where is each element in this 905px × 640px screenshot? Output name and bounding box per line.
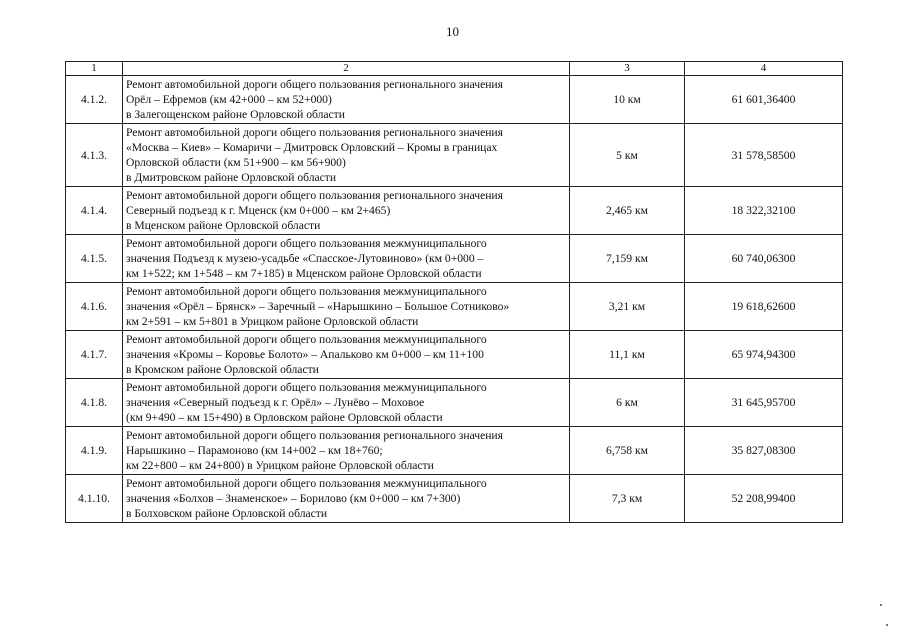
item-number: 4.1.4. (66, 187, 123, 235)
item-number: 4.1.2. (66, 76, 123, 124)
column-header-1: 1 (66, 62, 123, 76)
item-length: 3,21 км (570, 283, 685, 331)
item-description (123, 427, 570, 475)
table-header-row (66, 62, 843, 76)
item-length: 5 км (570, 124, 685, 187)
table-row (66, 475, 843, 523)
item-cost: 52 208,99400 (685, 475, 843, 523)
description-line: Орёл – Ефремов (км 42+000 – км 52+000) (126, 93, 332, 106)
table-row (66, 235, 843, 283)
item-cost: 19 618,62600 (685, 283, 843, 331)
description-line: Ремонт автомобильной дороги общего пользования межмуниципального (126, 285, 487, 298)
description-line: км 22+800 – км 24+800) в Урицком районе Орловской области (126, 459, 434, 472)
scan-speck (886, 624, 888, 626)
description-line: Северный подъезд к г. Мценск (км 0+000 – км 2+465) (126, 204, 391, 217)
table-row (66, 427, 843, 475)
item-length: 6 км (570, 379, 685, 427)
item-description (123, 331, 570, 379)
description-line: Ремонт автомобильной дороги общего пользования регионального значения (126, 429, 503, 442)
description-line: Ремонт автомобильной дороги общего пользования регионального значения (126, 126, 503, 139)
column-header-4: 4 (685, 62, 843, 76)
table-row (66, 283, 843, 331)
item-cost: 18 322,32100 (685, 187, 843, 235)
description-line: км 2+591 – км 5+801 в Урицком районе Орловской области (126, 315, 419, 328)
description-line: Ремонт автомобильной дороги общего пользования межмуниципального (126, 477, 487, 490)
description-line: в Дмитровском районе Орловской области (126, 171, 337, 184)
item-length: 2,465 км (570, 187, 685, 235)
column-header-2: 2 (123, 62, 570, 76)
page-number: 10 (446, 24, 459, 39)
description-line: в Мценском районе Орловской области (126, 219, 321, 232)
scan-speck (880, 604, 882, 606)
item-cost: 31 645,95700 (685, 379, 843, 427)
description-line: Ремонт автомобильной дороги общего пользования межмуниципального (126, 381, 487, 394)
item-description (123, 475, 570, 523)
description-line: значения «Болхов – Знаменское» – Борилово (км 0+000 – км 7+300) (126, 492, 461, 505)
description-line: Ремонт автомобильной дороги общего пользования межмуниципального (126, 237, 487, 250)
item-number: 4.1.9. (66, 427, 123, 475)
item-number: 4.1.10. (66, 475, 123, 523)
description-line: Ремонт автомобильной дороги общего пользования регионального значения (126, 189, 503, 202)
item-description (123, 76, 570, 124)
item-length: 6,758 км (570, 427, 685, 475)
description-line: в Болховском районе Орловской области (126, 507, 328, 520)
item-cost: 60 740,06300 (685, 235, 843, 283)
item-number: 4.1.5. (66, 235, 123, 283)
item-length: 7,159 км (570, 235, 685, 283)
description-line: Орловской области (км 51+900 – км 56+900) (126, 156, 346, 169)
item-description (123, 235, 570, 283)
item-number: 4.1.8. (66, 379, 123, 427)
item-description (123, 379, 570, 427)
description-line: значения «Орёл – Брянск» – Заречный – «Нарышкино – Большое Сотниково» (126, 300, 510, 313)
description-line: «Москва – Киев» – Комаричи – Дмитровск Орловский – Кромы в границах (126, 141, 498, 154)
table-row (66, 76, 843, 124)
item-description (123, 283, 570, 331)
item-cost: 31 578,58500 (685, 124, 843, 187)
description-line: в Залегощенском районе Орловской области (126, 108, 345, 121)
item-length: 10 км (570, 76, 685, 124)
description-line: Ремонт автомобильной дороги общего пользования регионального значения (126, 78, 503, 91)
table-row (66, 187, 843, 235)
item-cost: 65 974,94300 (685, 331, 843, 379)
item-cost: 61 601,36400 (685, 76, 843, 124)
table-row (66, 124, 843, 187)
description-line: в Кромском районе Орловской области (126, 363, 319, 376)
item-length: 11,1 км (570, 331, 685, 379)
column-header-3: 3 (570, 62, 685, 76)
table-row (66, 379, 843, 427)
description-line: Нарышкино – Парамоново (км 14+002 – км 18+760; (126, 444, 383, 457)
item-cost: 35 827,08300 (685, 427, 843, 475)
description-line: км 1+522; км 1+548 – км 7+185) в Мценском районе Орловской области (126, 267, 482, 280)
item-description (123, 187, 570, 235)
description-line: значения «Кромы – Коровье Болото» – Апальково км 0+000 – км 11+100 (126, 348, 484, 361)
item-number: 4.1.6. (66, 283, 123, 331)
item-number: 4.1.3. (66, 124, 123, 187)
item-description (123, 124, 570, 187)
description-line: значения «Северный подъезд к г. Орёл» – Лунёво – Моховое (126, 396, 425, 409)
description-line: Ремонт автомобильной дороги общего пользования межмуниципального (126, 333, 487, 346)
road-repair-table (65, 61, 843, 523)
description-line: (км 9+490 – км 15+490) в Орловском районе Орловской области (126, 411, 443, 424)
table-row (66, 331, 843, 379)
item-length: 7,3 км (570, 475, 685, 523)
description-line: значения Подъезд к музею-усадьбе «Спасское-Лутовиново» (км 0+000 – (126, 252, 484, 265)
item-number: 4.1.7. (66, 331, 123, 379)
